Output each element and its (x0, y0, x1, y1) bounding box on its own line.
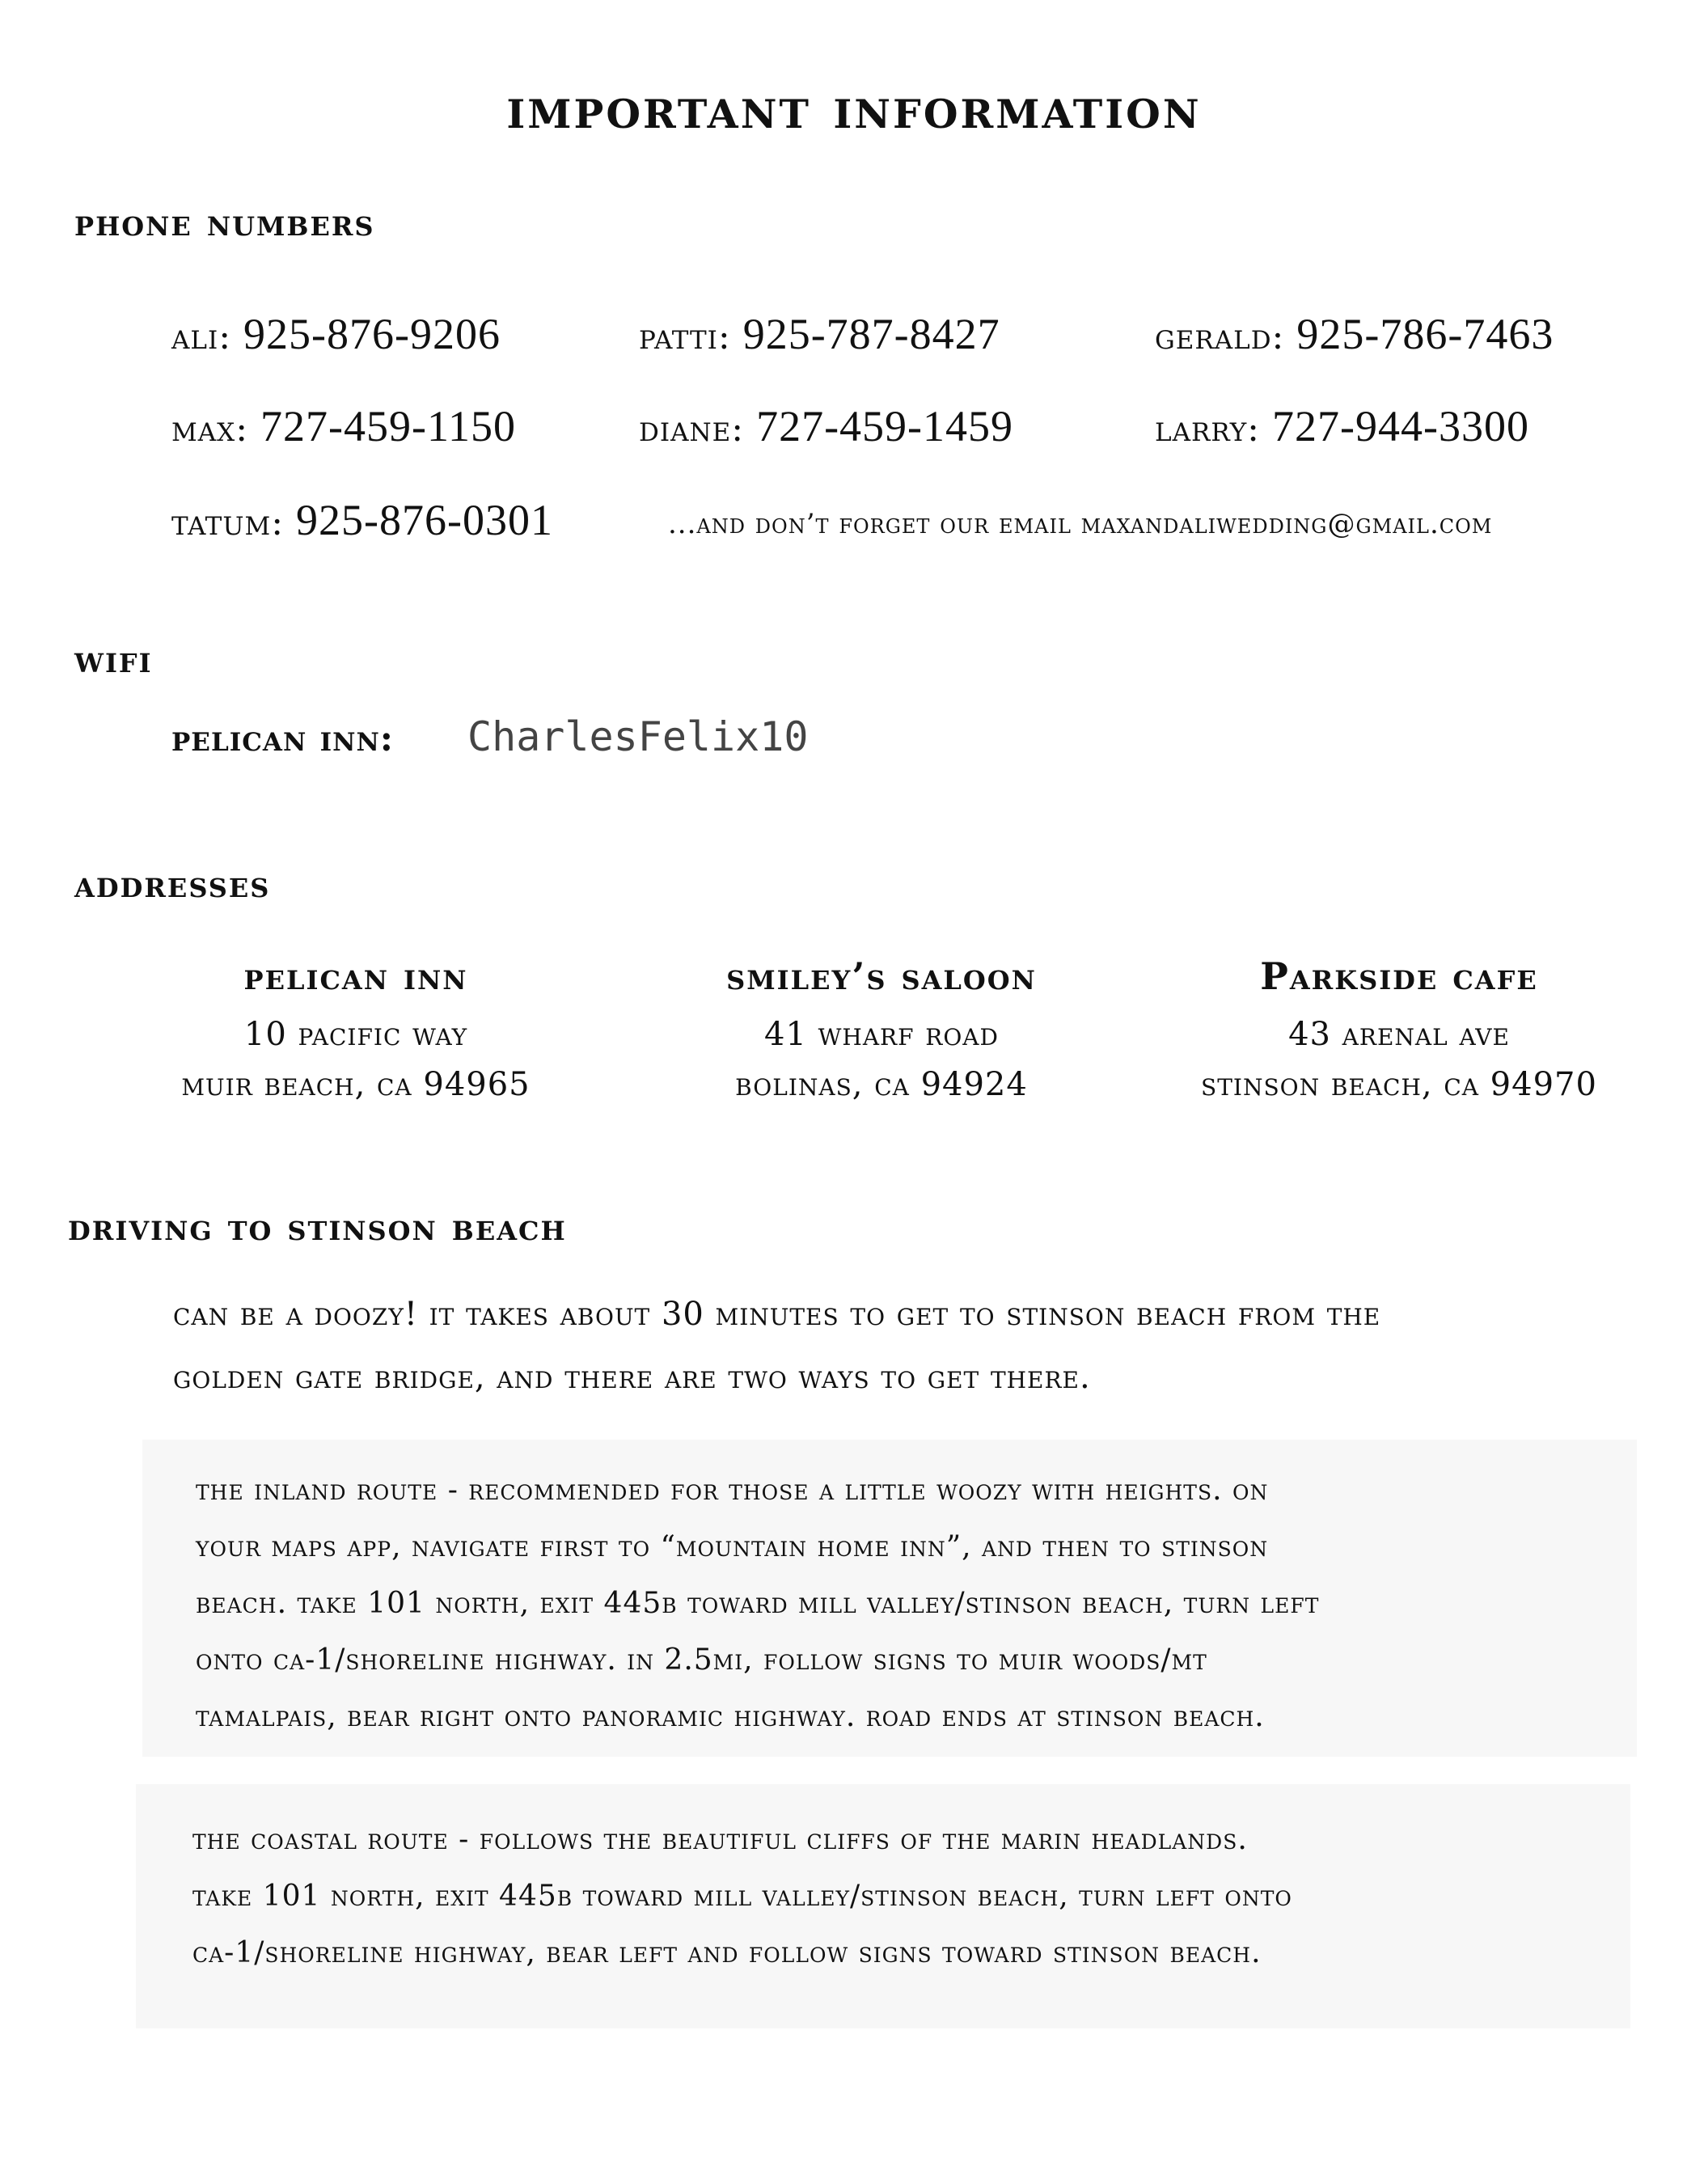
inland-route-line: the inland route - recommended for those a little woozy with heights. on (196, 1474, 1269, 1507)
address-line2: bolinas, ca 94924 (735, 1066, 1028, 1103)
inland-route-line: onto ca-1/shoreline highway. in 2.5mi, follow signs to muir woods/mt (196, 1643, 1207, 1677)
contact-name: tatum: (171, 502, 285, 544)
contact-number: 727-944-3300 (1272, 402, 1529, 450)
email-note: ...and don’t forget our email maxandaliwedding@gmail.com (668, 508, 1493, 540)
wifi-network-label: pelican inn: (171, 718, 395, 759)
address-smileys-saloon (655, 954, 1108, 1103)
contact-number: 727-459-1150 (260, 402, 516, 450)
contact-number: 925-876-0301 (296, 496, 554, 544)
addresses-heading: addresses (74, 862, 271, 906)
contact-diane (639, 401, 1013, 451)
wifi-heading: wifi (74, 637, 153, 681)
address-name: smiley’s saloon (726, 954, 1037, 998)
contact-ali (171, 309, 501, 359)
address-line1: 43 arenal ave (1288, 1016, 1510, 1053)
contact-name: patti: (639, 316, 731, 357)
coastal-route-line: take 101 north, exit 445b toward mill valley/stinson beach, turn left onto (192, 1880, 1292, 1913)
contact-name: gerald: (1155, 316, 1285, 357)
contact-patti (639, 309, 1000, 359)
inland-route-line: tamalpais, bear right onto panoramic highway. road ends at stinson beach. (196, 1700, 1265, 1733)
address-name: pelican inn (243, 954, 468, 998)
contact-larry (1155, 401, 1529, 451)
coastal-route-line: ca-1/shoreline highway, bear left and follow signs toward stinson beach. (192, 1936, 1262, 1969)
contact-name: max: (171, 408, 249, 450)
address-pelican-inn (129, 954, 582, 1103)
contact-gerald (1155, 309, 1554, 359)
contact-number: 925-786-7463 (1296, 310, 1554, 358)
contact-number: 727-459-1459 (756, 402, 1014, 450)
address-name: Parkside cafe (1260, 954, 1538, 998)
wifi-password: CharlesFelix10 (467, 713, 809, 760)
driving-intro-line: can be a doozy! it takes about 30 minutes to get to stinson beach from the (173, 1296, 1381, 1333)
contact-number: 925-876-9206 (243, 310, 501, 358)
driving-heading: driving to stinson beach (68, 1205, 567, 1249)
page-title: important information (506, 74, 1202, 142)
address-line2: muir beach, ca 94965 (181, 1066, 531, 1103)
contact-name: diane: (639, 408, 745, 450)
address-line2: stinson beach, ca 94970 (1201, 1066, 1597, 1103)
address-parkside-cafe (1156, 954, 1642, 1103)
inland-route-box (142, 1440, 1637, 1757)
contact-max (171, 401, 516, 451)
coastal-route-line: the coastal route - follows the beautiful cliffs of the marin headlands. (192, 1823, 1248, 1856)
contact-tatum (171, 495, 553, 545)
driving-intro-line: golden gate bridge, and there are two ways to get there. (173, 1359, 1091, 1396)
address-line1: 41 wharf road (764, 1016, 999, 1053)
contact-number: 925-787-8427 (742, 310, 1000, 358)
coastal-route-box (136, 1784, 1630, 2028)
phone-numbers-heading: phone numbers (74, 201, 375, 244)
inland-route-line: beach. take 101 north, exit 445b toward mill valley/stinson beach, turn left (196, 1587, 1320, 1620)
address-line1: 10 pacific way (243, 1016, 468, 1053)
contact-name: larry: (1155, 408, 1260, 450)
inland-route-line: your maps app, navigate first to “mountain home inn”, and then to stinson (196, 1530, 1269, 1563)
contact-name: ali: (171, 316, 232, 357)
